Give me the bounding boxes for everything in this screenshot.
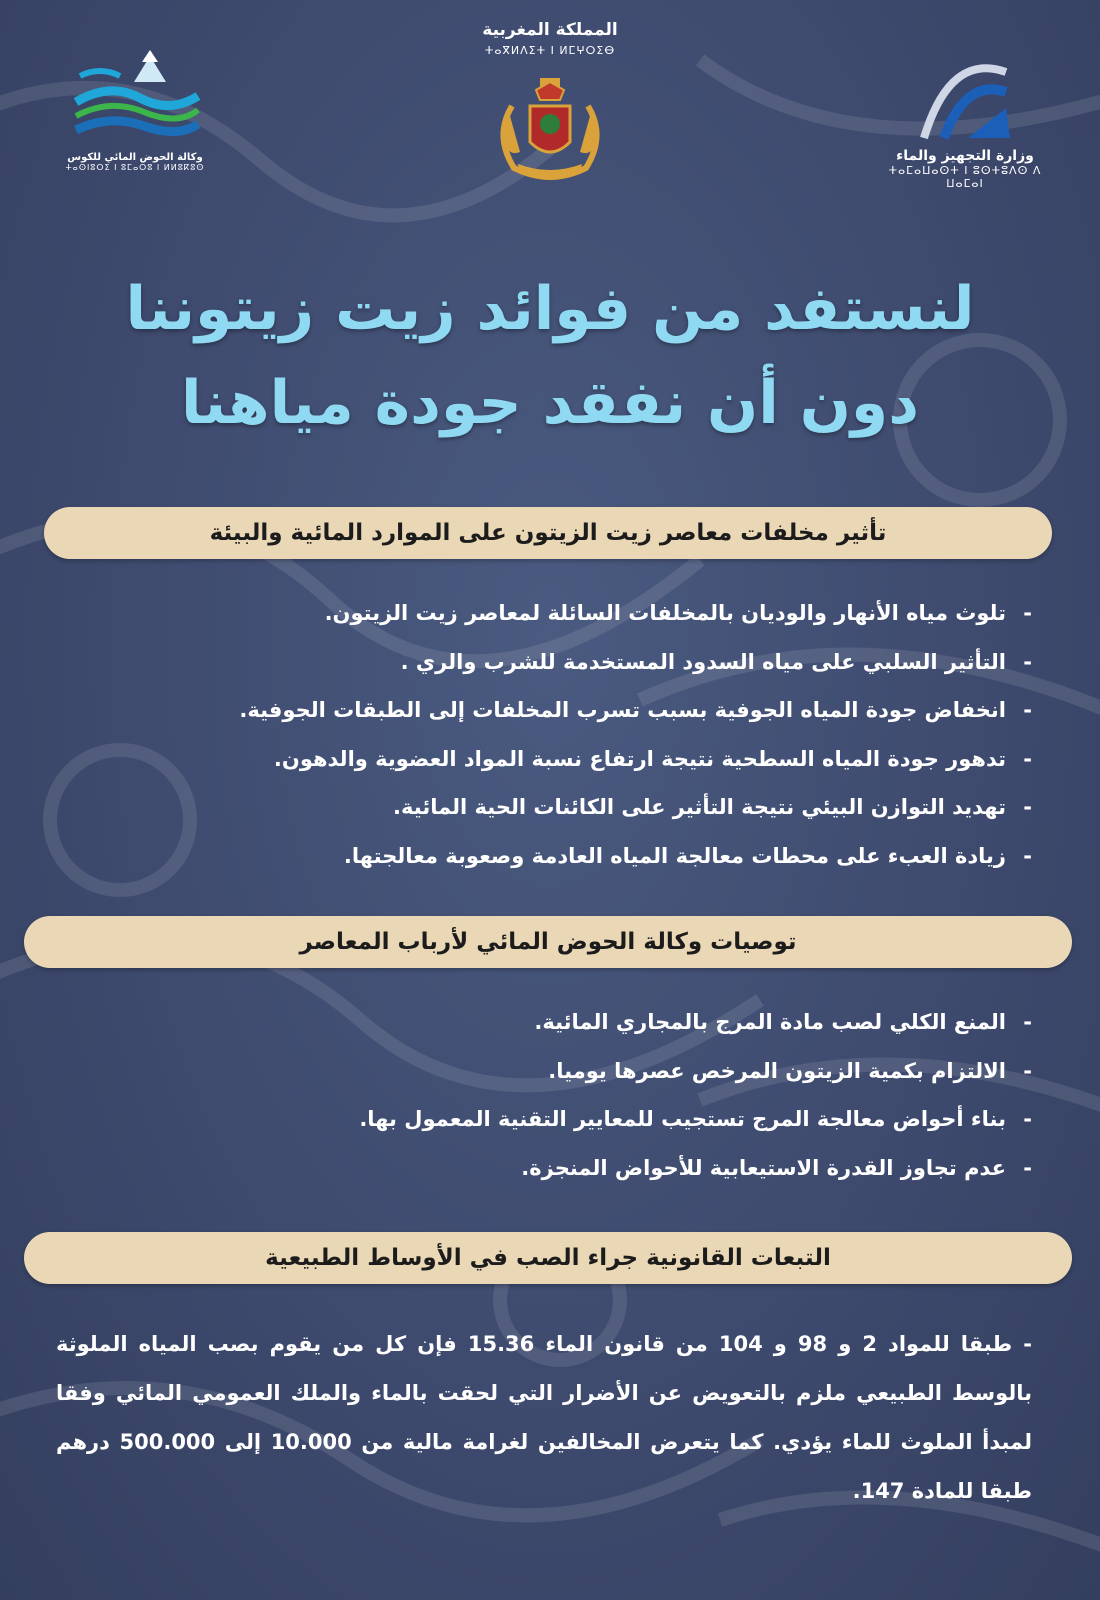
list-item	[170, 998, 1032, 1047]
list-item	[170, 832, 1032, 881]
kingdom-name-tifinagh: ⵜⴰⴳⵍⴷⵉⵜ ⵏ ⵍⵎⵖⵔⵉⴱ	[484, 44, 616, 57]
list-marker: -	[1023, 1107, 1032, 1131]
legal-paragraph-text: طبقا للمواد 2 و 98 و 104 من قانون الماء 15.36 فإن كل من يقوم بصب المياه الملوثة بالوسط الطبيعي ملزم بالتعويض عن الأضرار التي لحقت بالماء والملك العمومي المائي وفقا لمبدأ الملوث للماء يؤدي. كما يتعرض المخالفين لغرامة مالية من 10.000 إلى 500.000 درهم طبقا للمادة 147.	[56, 1332, 1032, 1503]
page-title-line-2: دون أن نفقد جودة مياهنا	[180, 368, 920, 438]
kingdom-name	[450, 20, 650, 57]
section-heading-legal-consequences: التبعات القانونية جراء الصب في الأوساط الطبيعية	[24, 1232, 1072, 1284]
list-marker: -	[1023, 1155, 1032, 1180]
recommendations-list	[170, 998, 1032, 1192]
water-basin-logo-icon	[70, 46, 200, 146]
list-item	[170, 1095, 1032, 1144]
list-marker: -	[1023, 795, 1032, 819]
ministry-logo	[880, 52, 1050, 190]
list-item-text: انخفاض جودة المياه الجوفية بسبب تسرب المخلفات إلى الطبقات الجوفية.	[239, 698, 1006, 722]
ministry-caption-arabic: وزارة التجهيز والماء	[896, 148, 1034, 164]
list-item-text: تلوث مياه الأنهار والوديان بالمخلفات السائلة لمعاصر زيت الزيتون.	[324, 601, 1006, 625]
list-item-text: زيادة العبء على محطات معالجة المياه العادمة وصعوبة معالجتها.	[343, 843, 1006, 868]
list-marker: -	[1023, 1058, 1032, 1083]
kingdom-name-arabic: المملكة المغربية	[482, 20, 618, 40]
list-item	[170, 638, 1032, 687]
section-heading-impacts: تأثير مخلفات معاصر زيت الزيتون على الموارد المائية والبيئة	[44, 507, 1052, 559]
list-marker: -	[1023, 1010, 1032, 1034]
ministry-caption-tifinagh: ⵜⴰⵎⴰⵡⴰⵙⵜ ⵏ ⵓⵙⵜⵓⴷⵙ ⴷ ⵡⴰⵎⴰⵏ	[888, 164, 1042, 190]
list-item-text: بناء أحواض معالجة المرج تستجيب للمعايير التقنية المعمول بها.	[359, 1107, 1006, 1131]
basin-agency-logo	[60, 46, 210, 172]
list-marker: -	[1023, 698, 1032, 722]
page-title	[100, 262, 1000, 450]
list-item-text: عدم تجاوز القدرة الاستيعابية للأحواض المنجزة.	[521, 1155, 1006, 1180]
list-marker: -	[1023, 1332, 1032, 1356]
list-marker: -	[1023, 601, 1032, 625]
list-item	[170, 1047, 1032, 1096]
basin-agency-caption-arabic: وكالة الحوض المائي للكوس	[67, 152, 203, 163]
legal-paragraph	[56, 1320, 1032, 1516]
header	[0, 0, 1100, 220]
list-item-text: الالتزام بكمية الزيتون المرخص عصرها يوميا.	[548, 1058, 1006, 1083]
section-heading-recommendations: توصيات وكالة الحوض المائي لأرباب المعاصر	[24, 916, 1072, 968]
list-item	[170, 1144, 1032, 1193]
list-item	[170, 686, 1032, 735]
list-item-text: التأثير السلبي على مياه السدود المستخدمة للشرب والري .	[400, 649, 1006, 674]
coat-of-arms-icon	[490, 76, 610, 188]
list-item-text: تهديد التوازن البيئي نتيجة التأثير على الكائنات الحية المائية.	[393, 795, 1006, 819]
list-item-text: المنع الكلي لصب مادة المرج بالمجاري المائية.	[534, 1010, 1006, 1034]
list-item	[170, 783, 1032, 832]
page-title-line-1: لنستفد من فوائد زيت زيتوننا	[125, 274, 975, 344]
list-item	[170, 589, 1032, 638]
impacts-list	[170, 589, 1032, 880]
basin-agency-caption-tifinagh: ⵜⴰⵙⵏⵓⵔⵉ ⵏ ⵓⵎⴰⵔⵓ ⵏ ⵍⵍⵓⴽⵓⵙ	[65, 163, 205, 172]
ministry-arch-logo-icon	[910, 52, 1020, 142]
list-marker: -	[1023, 843, 1032, 868]
list-item	[170, 735, 1032, 784]
list-marker: -	[1023, 649, 1032, 674]
list-item-text: تدهور جودة المياه السطحية نتيجة ارتفاع نسبة المواد العضوية والدهون.	[273, 746, 1006, 771]
list-marker: -	[1023, 746, 1032, 771]
